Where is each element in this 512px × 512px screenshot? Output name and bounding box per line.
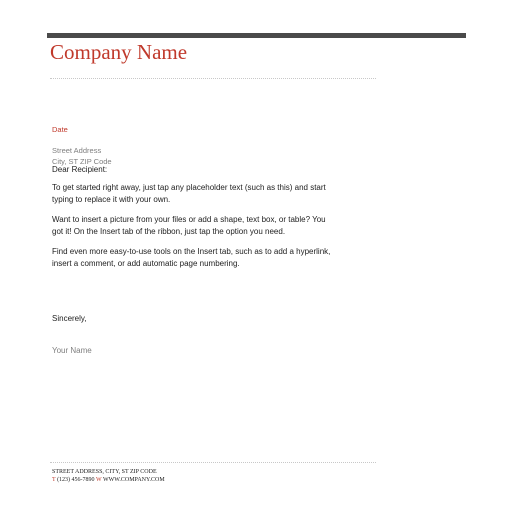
footer-address[interactable]: STREET ADDRESS, CITY, ST ZIP CODE: [52, 469, 157, 475]
telephone-number[interactable]: (123) 456-7890: [57, 477, 95, 483]
body-paragraph-3-line-1[interactable]: Find even more easy-to-use tools on the Insert tab, such as to add a hyperlink,: [52, 247, 331, 256]
salutation[interactable]: Dear Recipient:: [52, 165, 108, 174]
body-paragraph-1-line-2[interactable]: typing to replace it with your own.: [52, 195, 171, 204]
body-paragraph-1-line-1[interactable]: To get started right away, just tap any placeholder text (such as this) and start: [52, 183, 326, 192]
website-label: W: [95, 477, 102, 483]
body-paragraph-3-line-2[interactable]: insert a comment, or add automatic page numbering.: [52, 259, 240, 268]
footer-divider: [50, 462, 376, 463]
signature-name[interactable]: Your Name: [52, 346, 92, 355]
header-divider: [50, 78, 376, 79]
date-field[interactable]: Date: [52, 125, 68, 134]
footer-contact: [52, 477, 165, 483]
website-url[interactable]: WWW.COMPANY.COM: [102, 477, 165, 483]
body-paragraph-2-line-1[interactable]: Want to insert a picture from your files or add a shape, text box, or table? You: [52, 215, 326, 224]
street-address-field[interactable]: Street Address: [52, 146, 102, 155]
telephone-label: T: [52, 477, 56, 483]
header-bar: [47, 33, 466, 38]
company-name[interactable]: Company Name: [50, 40, 188, 64]
closing[interactable]: Sincerely,: [52, 314, 87, 323]
city-state-zip-field[interactable]: City, ST ZIP Code: [52, 157, 112, 166]
body-paragraph-2-line-2[interactable]: got it! On the Insert tab of the ribbon, just tap the option you need.: [52, 227, 286, 236]
